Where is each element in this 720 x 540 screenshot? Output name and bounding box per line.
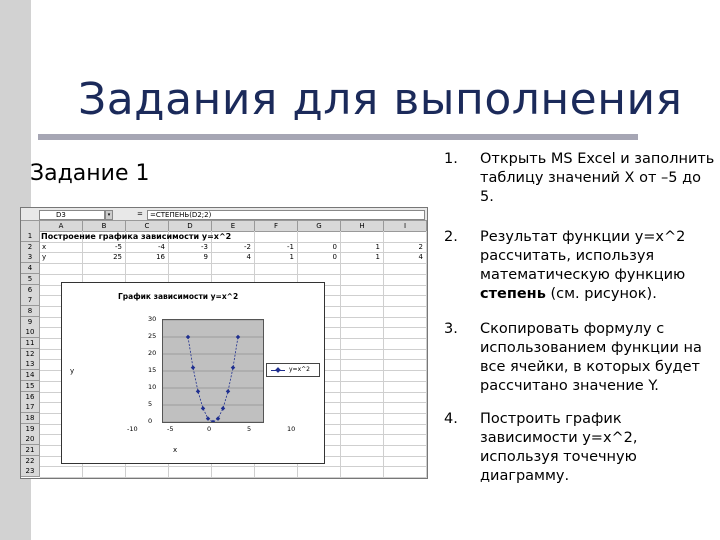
x-axis-label: x	[173, 446, 178, 454]
column-header[interactable]: D	[169, 221, 212, 232]
row-header[interactable]: 14	[21, 370, 40, 381]
task-text-bold: степень	[480, 286, 546, 302]
row-header[interactable]: 21	[21, 445, 40, 456]
y-tick-label: 5	[148, 400, 153, 408]
row-header[interactable]: 18	[21, 413, 40, 424]
row-header[interactable]: 7	[21, 295, 40, 306]
column-header[interactable]: A	[40, 221, 83, 232]
y-tick-label: 20	[148, 349, 157, 357]
task-text	[480, 228, 716, 304]
x-tick-label: -10	[127, 425, 138, 433]
row-header[interactable]: 12	[21, 349, 40, 360]
formula-bar	[21, 208, 427, 221]
column-header[interactable]: E	[212, 221, 255, 232]
data-point	[186, 335, 191, 340]
formula-input	[147, 210, 425, 220]
task-text: Открыть MS Excel и заполнить таблицу значений X от –5 до 5.	[480, 151, 715, 205]
equals-sign: =	[137, 210, 143, 218]
chart-box	[61, 282, 325, 464]
legend-marker	[275, 367, 281, 373]
chart-legend	[266, 363, 320, 377]
row-header[interactable]: 6	[21, 285, 40, 296]
table-cell[interactable]: 0	[332, 242, 337, 251]
task-text-part: (см. рисунок).	[545, 286, 657, 302]
x-tick-label: 5	[247, 425, 252, 433]
legend-label: y=x^2	[289, 366, 310, 373]
row-header[interactable]: 11	[21, 338, 40, 349]
task-text: Построить график зависимости y=x^2, используя точечную диаграмму.	[480, 411, 638, 484]
series-line	[188, 337, 238, 422]
chart-title: График зависимости y=x^2	[118, 292, 239, 301]
column-header[interactable]: G	[298, 221, 341, 232]
task-number: 4.	[444, 411, 458, 427]
data-point	[231, 365, 236, 370]
row-header[interactable]: 5	[21, 274, 40, 285]
row-header[interactable]: 9	[21, 317, 40, 328]
column-header[interactable]: C	[126, 221, 169, 232]
data-point	[236, 335, 241, 340]
y-tick-label: 15	[148, 366, 157, 374]
row-header[interactable]: 22	[21, 456, 40, 467]
chart-svg	[163, 320, 263, 422]
task-number: 1.	[444, 151, 458, 167]
data-point	[226, 389, 231, 394]
row-header[interactable]: 23	[21, 466, 40, 477]
data-point	[216, 416, 221, 421]
chevron-down-icon: ▾	[105, 210, 113, 220]
row-header[interactable]: 17	[21, 402, 40, 413]
task-text: Скопировать формулу с использованием функции на все ячейки, в которых будет рассчитано значение Y.	[480, 321, 702, 394]
table-cell[interactable]: -1	[287, 242, 294, 251]
data-point	[191, 365, 196, 370]
y-tick-label: 10	[148, 383, 157, 391]
grid-row-line	[40, 274, 427, 275]
column-header[interactable]: H	[341, 221, 384, 232]
data-point	[206, 416, 211, 421]
table-cell[interactable]: 25	[113, 253, 122, 262]
row-header[interactable]: 4	[21, 263, 40, 274]
table-cell[interactable]: -5	[115, 242, 122, 251]
row-header[interactable]: 1	[21, 231, 40, 242]
table-cell[interactable]: 2	[418, 242, 423, 251]
row-header[interactable]: 3	[21, 252, 40, 263]
table-cell[interactable]: -3	[201, 242, 208, 251]
table-cell[interactable]: -4	[158, 242, 165, 251]
table-cell[interactable]: 4	[418, 253, 423, 262]
grid-col-line	[383, 231, 384, 478]
row-header[interactable]: 19	[21, 424, 40, 435]
x-tick-label: 0	[207, 425, 212, 433]
y-axis-label: y	[70, 367, 75, 375]
spreadsheet-screenshot	[20, 207, 428, 479]
column-header[interactable]: B	[83, 221, 126, 232]
y-tick-label: 25	[148, 332, 157, 340]
table-cell[interactable]: 16	[156, 253, 165, 262]
row-header[interactable]: 10	[21, 327, 40, 338]
name-box	[39, 210, 105, 220]
row-header[interactable]: 2	[21, 242, 40, 253]
plot-area	[162, 319, 264, 423]
row-header[interactable]: 8	[21, 306, 40, 317]
table-cell[interactable]: 9	[203, 253, 208, 262]
table-cell[interactable]: y	[42, 253, 47, 262]
row-header[interactable]: 15	[21, 381, 40, 392]
x-tick-label: 10	[287, 425, 296, 433]
row-header[interactable]: 20	[21, 434, 40, 445]
table-cell[interactable]: 1	[375, 253, 380, 262]
data-point	[221, 406, 226, 411]
table-cell[interactable]: -2	[244, 242, 251, 251]
task-number: 2.	[444, 229, 458, 245]
grid-row-line	[40, 466, 427, 467]
sheet-header-text: Построение графика зависимости y=x^2	[41, 232, 232, 241]
x-tick-label: -5	[167, 425, 174, 433]
data-point	[196, 389, 201, 394]
row-header[interactable]: 13	[21, 359, 40, 370]
table-cell[interactable]: 1	[289, 253, 294, 262]
table-cell[interactable]: 1	[375, 242, 380, 251]
name-box-value: D3	[56, 211, 66, 219]
column-header[interactable]: F	[255, 221, 298, 232]
table-cell[interactable]: 4	[246, 253, 251, 262]
grid-col-line	[340, 231, 341, 478]
row-header[interactable]: 16	[21, 392, 40, 403]
slide-title: Задания для выполнения	[78, 74, 683, 125]
grid-row-line	[40, 263, 427, 264]
slide-subtitle: Задание 1	[30, 161, 150, 186]
task-text-part: Результат функции y=x^2 рассчитать, используя математическую функцию	[480, 229, 686, 283]
formula-text: =СТЕПЕНЬ(D2;2)	[150, 211, 212, 219]
table-cell[interactable]: 0	[332, 253, 337, 262]
grid-row-line	[40, 477, 427, 478]
y-tick-label: 0	[148, 417, 153, 425]
title-underline	[38, 134, 638, 140]
table-cell[interactable]: x	[42, 242, 47, 251]
column-header[interactable]: I	[384, 221, 427, 232]
y-tick-label: 30	[148, 315, 157, 323]
data-point	[201, 406, 206, 411]
grid-col-line	[426, 231, 427, 478]
task-number: 3.	[444, 321, 458, 337]
